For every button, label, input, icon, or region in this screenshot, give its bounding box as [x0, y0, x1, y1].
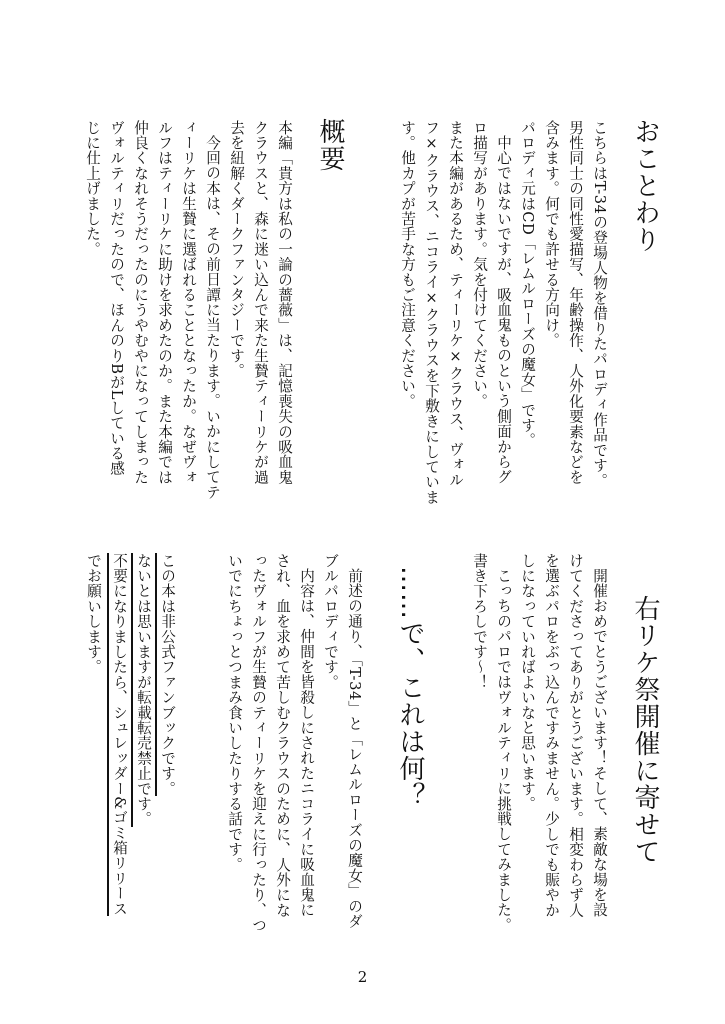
text-line: いでにちょっとつまみ食いしたりする話です。 [226, 553, 243, 873]
notice-line: この本は非公式ファンブックです。 [155, 553, 176, 796]
text-line: けてくださってありがとうございます。相変わらず人 [567, 553, 584, 918]
text-line: を選ぶパロをぶっ込んですみません。少しでも賑やか [543, 553, 560, 918]
text-line: 仲良くなれそうだったのにうやむやになってしまった [132, 120, 149, 485]
text-line: 本編「貴方は私の一論の薔薇」は、記憶喪失の吸血鬼 [276, 120, 293, 485]
page-number: 2 [357, 968, 368, 986]
text-line: 開催おめでとうございます！そして、素敵な場を設 [591, 568, 608, 918]
text-line: 中心ではないですが、吸血鬼ものという側面からグ [495, 135, 512, 485]
text-line: 含みます。何でも許せる方向け。 [543, 120, 560, 348]
text-line: ヴォルティリだったので、ほんのりBがLしている感 [108, 120, 125, 477]
notice-line: でお願いします。 [85, 553, 102, 675]
text-line: しになっていればよいなと思います。 [519, 553, 536, 812]
text-line: ルフはティーリケに助けを求めたのか。また本編では [156, 120, 173, 485]
text-line: また本編があるため、ティーリケ×クラウス、ヴォル [447, 120, 464, 488]
text-line: じに仕上げました。 [84, 120, 101, 257]
section-title-okotowari: おことわり [630, 118, 660, 253]
text-line: 去を紐解くダークファンタジーです。 [228, 120, 245, 379]
text-line: ィーリケは生贄に選ばれることとなったか。なぜヴォ [180, 120, 197, 485]
text-line: こっちのパロではヴォルティリに挑戦してみました。 [495, 568, 512, 933]
notice-line: ないとは思いますが転載転売禁止です。 [131, 553, 152, 827]
text-line: す。他カプが苦手な方もご注意ください。 [399, 120, 416, 409]
text-line: クラウスと、森に迷い込んで来た生贄ティーリケが過 [252, 120, 269, 485]
section-title-gaiyou: 概要 [315, 118, 345, 172]
text-line: ブルパロディです。 [322, 553, 339, 690]
section-title-korewanani: ……で、これは何？ [395, 566, 425, 809]
text-line: フ×クラウス、ニコライ×クラウスを下敷きにしていま [423, 120, 440, 505]
text-line: 書き下ろしです〜！ [471, 553, 488, 690]
text-line: 男性同士の同性愛描写、年齢操作、人外化要素などを [567, 120, 584, 485]
text-line: パロディ元はCD「レムルローズの魔女」です。 [519, 120, 536, 449]
text-line: こちらはT-34の登場人物を借りたパロディ作品です。 [591, 120, 608, 489]
text-line: 内容は、仲間を皆殺しにされたニコライに吸血鬼に [298, 568, 315, 918]
text-line: され、血を求めて苦しむクラウスのために、人外にな [274, 553, 291, 918]
text-line: ロ描写があります。気を付けてください。 [471, 120, 488, 409]
notice-line: 不要になりましたら、シュレッダー&ゴミ箱リリース [107, 553, 128, 916]
text-line: 今回の本は、その前日譚に当たります。いかにしてテ [204, 135, 221, 500]
text-line: ったヴォルフが生贄のティーリケを迎えに行ったり、つ [250, 553, 267, 933]
section-title-migirike: 右リケ祭開催に寄せて [630, 595, 660, 865]
text-line: 前述の通り、「T-34」と「レムルローズの魔女」のダ [346, 568, 363, 929]
